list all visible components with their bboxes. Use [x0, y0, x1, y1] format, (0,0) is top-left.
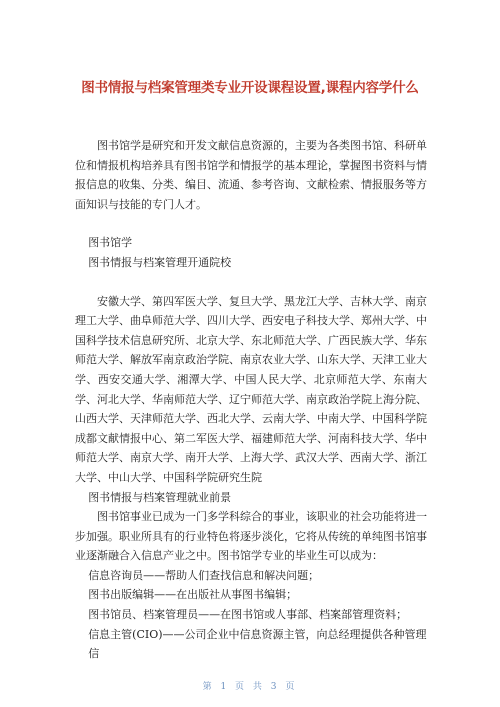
list-item: 信息咨询员——帮助人们查找信息和解决问题； — [88, 568, 320, 582]
list-item: 信息主管(CIO)——公司企业中信息资源主管，向总经理提供各种管理信 — [88, 627, 427, 661]
document-title: 图书情报与档案管理类专业开设课程设置,课程内容学什么 — [81, 80, 419, 96]
list-item: 图书出版编辑——在出版社从事图书编辑； — [88, 588, 298, 602]
page-number-footer: 第 1 页 共 3 页 — [202, 682, 298, 692]
document-body — [75, 136, 427, 664]
roles-list — [75, 566, 427, 664]
list-item: 图书馆员、档案管理员——在图书馆或人事部、档案部管理资料； — [88, 608, 408, 622]
career-paragraph: 图书馆事业已成为一门多学科综合的事业，该职业的社会功能将进一步加强。职业所具有的行业特色将逐步淡化，它将从传统的单纯图书馆事业逐渐融合入信息产业之中。图书馆学专业的毕业生可以成为： — [75, 510, 427, 563]
heading-career: 图书情报与档案管理就业前景 — [88, 490, 232, 504]
intro-paragraph: 图书馆学是研究和开发文献信息资源的，主要为各类图书馆、科研单位和情报机构培养具有图书馆学和情报学的基本理论，掌握图书资料与情报信息的收集、分类、编目、流通、参考咨询、文献检索、情报服务等方面知识与技能的专门人才。 — [75, 139, 427, 211]
heading-schools: 图书情报与档案管理开通院校 — [88, 255, 232, 269]
schools-paragraph: 安徽大学、第四军医大学、复旦大学、黑龙江大学、吉林大学、南京理工大学、曲阜师范大学、四川大学、西安电子科技大学、郑州大学、中国科学技术信息研究所、北京大学、东北师范大学、广西民族大学、华东师范大学、解放军南京政治学院、南京农业大学、山东大学、天津工业大学、西安交通大学、湘潭大学、中国人民大学、北京师范大学、东南大学、河北大学、华南师范大学、辽宁师范大学、南京政治学院上海分院、山西大学、天津师范大学、西北大学、云南大学、中南大学、中国科学院成都文献情报中心、第二军医大学、福建师范大学、河南科技大学、华中师范大学、南京大学、南开大学、上海大学、武汉大学、西南大学、浙江大学、中山大学、中国科学院研究生院 — [75, 294, 427, 484]
heading-library-science: 图书馆学 — [88, 236, 133, 250]
